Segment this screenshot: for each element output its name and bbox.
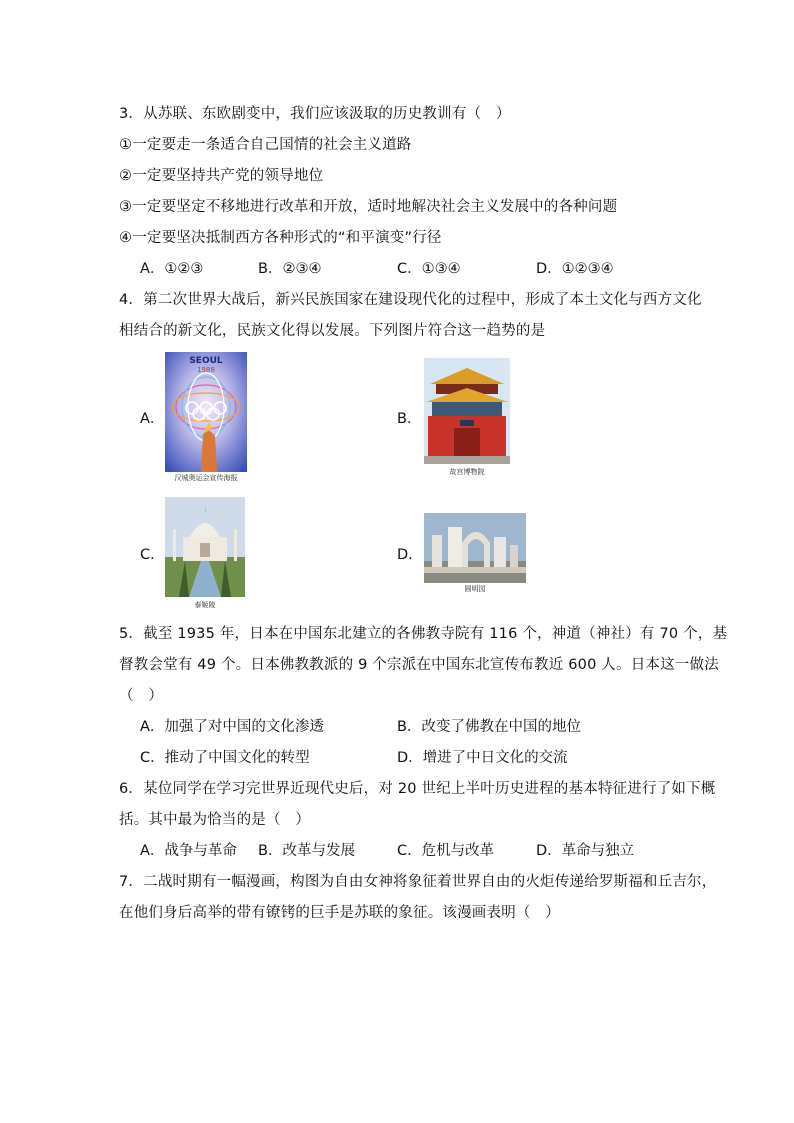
q4-stem-line-2: 相结合的新文化，民族文化得以发展。下列图片符合这一趋势的是 — [119, 323, 546, 339]
q5-option-d: D．增进了中日文化的交流 — [397, 750, 568, 766]
q5-stem-line-1: 5．截至 1935 年，日本在中国东北建立的各佛教寺院有 116 个，神道（神社）有 70 个，基 — [119, 626, 728, 642]
q4-caption-b: 故宫博物院 — [449, 468, 485, 476]
q5-stem-line-3: （ ） — [119, 688, 164, 704]
q3-item-2: ②一定要坚持共产党的领导地位 — [119, 168, 324, 184]
q4-option-d-label: D． — [397, 547, 423, 563]
q4-caption-d: 圆明园 — [464, 585, 486, 593]
yuanmingyuan-ruins-image — [424, 513, 526, 583]
taj-mahal-image — [165, 497, 245, 597]
q6-stem-line-2: 括。其中最为恰当的是（ ） — [119, 812, 311, 828]
poster-city-text: SEOUL — [189, 356, 223, 366]
q5-option-c: C．推动了中国文化的转型 — [140, 750, 310, 766]
q6-option-d: D．革命与独立 — [536, 843, 635, 859]
q3-item-4: ④一定要坚决抵制西方各种形式的“和平演变”行径 — [119, 230, 442, 246]
q3-stem: 3．从苏联、东欧剧变中，我们应该汲取的历史教训有（ ） — [119, 106, 511, 122]
q3-item-3: ③一定要坚定不移地进行改革和开放，适时地解决社会主义发展中的各种问题 — [119, 199, 618, 215]
q4-option-c-label: C． — [140, 547, 165, 563]
poster-year-text: 1988 — [197, 366, 215, 374]
q5-option-a: A．加强了对中国的文化渗透 — [140, 719, 324, 735]
q7-stem-line-1: 7．二战时期有一幅漫画，构图为自由女神将象征着世界自由的火炬传递给罗斯福和丘吉尔， — [119, 874, 717, 890]
q3-option-d: D．①②③④ — [536, 261, 614, 277]
q5-stem-line-2: 督教会堂有 49 个。日本佛教教派的 9 个宗派在中国东北宣传布教近 600 人。日本这一做法 — [119, 657, 719, 673]
q4-stem-line-1: 4．第二次世界大战后，新兴民族国家在建设现代化的过程中，形成了本土文化与西方文化 — [119, 292, 702, 308]
q4-caption-c: 泰姬陵 — [194, 601, 216, 609]
q6-option-b: B．改革与发展 — [258, 843, 355, 859]
q4-option-a-label: A． — [140, 411, 165, 427]
seoul-olympics-poster-image — [165, 352, 247, 472]
q4-caption-a: 汉城奥运会宣传海报 — [174, 474, 238, 482]
q3-option-a: A．①②③ — [140, 261, 204, 277]
q7-stem-line-2: 在他们身后高举的带有镣铐的巨手是苏联的象征。该漫画表明（ ） — [119, 905, 560, 921]
q6-stem-line-1: 6．某位同学在学习完世界近现代史后，对 20 世纪上半叶历史进程的基本特征进行了如下概 — [119, 781, 716, 797]
q6-option-c: C．危机与改革 — [397, 843, 495, 859]
q3-item-1: ①一定要走一条适合自己国情的社会主义道路 — [119, 137, 412, 153]
q4-option-b-label: B． — [397, 411, 422, 427]
q6-option-a: A．战争与革命 — [140, 843, 237, 859]
q5-option-b: B．改变了佛教在中国的地位 — [397, 719, 581, 735]
q3-option-c: C．①③④ — [397, 261, 461, 277]
palace-museum-image — [424, 358, 510, 464]
q3-option-b: B．②③④ — [258, 261, 322, 277]
